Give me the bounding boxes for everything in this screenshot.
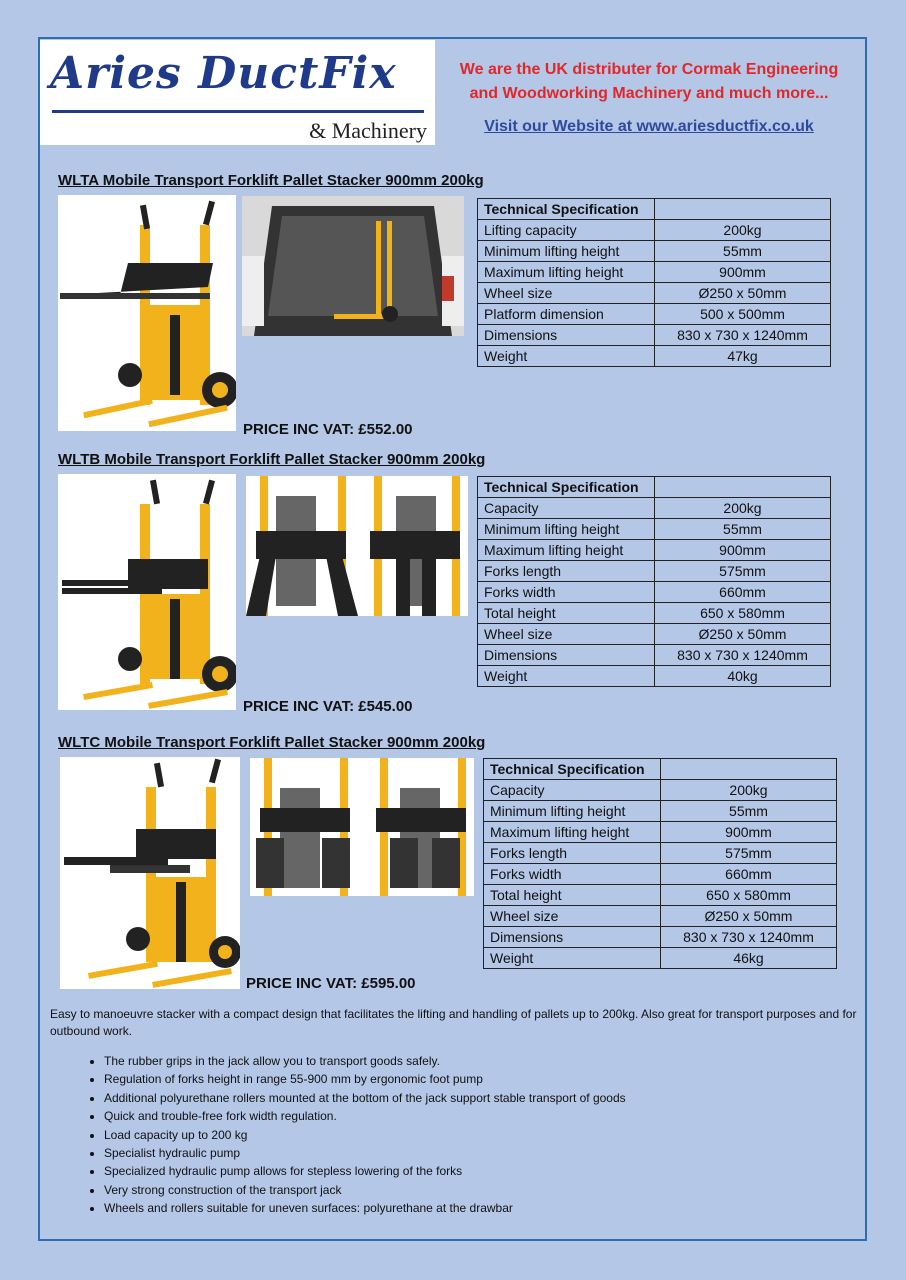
- wlta-van-photo: [242, 196, 464, 336]
- website-link[interactable]: Visit our Website at www.ariesductfix.co.uk: [484, 118, 814, 135]
- wlta-stacker-photo: [58, 195, 236, 431]
- logo-underline: [52, 110, 424, 113]
- logo-sub-text: & Machinery: [309, 118, 427, 143]
- table-row: Minimum lifting height 55mm: [478, 519, 831, 540]
- table-row: Dimensions 830 x 730 x 1240mm: [484, 927, 837, 948]
- table-row: Forks width 660mm: [478, 582, 831, 603]
- feature-list: [48, 1052, 626, 1218]
- wltc-spec-table: [483, 758, 837, 969]
- table-row: Platform dimension 500 x 500mm: [478, 304, 831, 325]
- table-row: Total height 650 x 580mm: [478, 603, 831, 624]
- table-row: Forks length 575mm: [478, 561, 831, 582]
- table-row: Weight 47kg: [478, 346, 831, 367]
- table-row: Wheel size Ø250 x 50mm: [478, 283, 831, 304]
- table-row: Total height 650 x 580mm: [484, 885, 837, 906]
- wlta-spec-table: [477, 198, 831, 367]
- table-row: Weight 46kg: [484, 948, 837, 969]
- table-row: Capacity 200kg: [484, 780, 837, 801]
- table-row: Minimum lifting height 55mm: [478, 241, 831, 262]
- table-row: Forks length 575mm: [484, 843, 837, 864]
- list-item: • Very strong construction of the transport jack: [104, 1181, 626, 1199]
- wltc-rollers-photo: [250, 758, 474, 896]
- spec-header: Technical Specification: [484, 759, 661, 780]
- table-row: Wheel size Ø250 x 50mm: [478, 624, 831, 645]
- table-row: Minimum lifting height 55mm: [484, 801, 837, 822]
- table-row: Maximum lifting height 900mm: [478, 262, 831, 283]
- list-item: • Additional polyurethane rollers mounted at the bottom of the jack support stable transport of goods: [104, 1089, 626, 1107]
- wltb-spec-table: [477, 476, 831, 687]
- list-item: • Wheels and rollers suitable for uneven surfaces: polyurethane at the drawbar: [104, 1199, 626, 1217]
- table-row: Maximum lifting height 900mm: [478, 540, 831, 561]
- table-row: Capacity 200kg: [478, 498, 831, 519]
- wltb-price: PRICE INC VAT: £545.00: [243, 698, 413, 715]
- tagline-line-2: and Woodworking Machinery and much more...: [469, 85, 829, 102]
- list-item: • Quick and trouble-free fork width regulation.: [104, 1107, 626, 1125]
- spec-header: Technical Specification: [478, 477, 655, 498]
- list-item: • Specialized hydraulic pump allows for stepless lowering of the forks: [104, 1162, 626, 1180]
- table-row: Forks width 660mm: [484, 864, 837, 885]
- product-description: Easy to manoeuvre stacker with a compact design that facilitates the lifting and handling of pallets up to 200kg. Also great for transport purposes and for outbound work.: [50, 1007, 857, 1038]
- product-title-wltb: WLTB Mobile Transport Forklift Pallet Stacker 900mm 200kg: [58, 451, 486, 468]
- table-row: Dimensions 830 x 730 x 1240mm: [478, 645, 831, 666]
- wlta-price: PRICE INC VAT: £552.00: [243, 421, 413, 438]
- table-row: Lifting capacity 200kg: [478, 220, 831, 241]
- wltc-price: PRICE INC VAT: £595.00: [246, 975, 416, 992]
- tagline: [440, 58, 858, 106]
- logo-main-text: Aries DuctFix: [50, 48, 397, 99]
- company-logo: [40, 40, 435, 145]
- list-item: • The rubber grips in the jack allow you to transport goods safely.: [104, 1052, 626, 1070]
- list-item: • Regulation of forks height in range 55-900 mm by ergonomic foot pump: [104, 1070, 626, 1088]
- wltb-forks-photo: [246, 476, 468, 616]
- product-title-wlta: WLTA Mobile Transport Forklift Pallet Stacker 900mm 200kg: [58, 172, 484, 189]
- product-title-wltc: WLTC Mobile Transport Forklift Pallet Stacker 900mm 200kg: [58, 734, 486, 751]
- wltb-stacker-photo: [58, 474, 236, 710]
- list-item: • Load capacity up to 200 kg: [104, 1126, 626, 1144]
- table-row: Maximum lifting height 900mm: [484, 822, 837, 843]
- wltc-stacker-photo: [60, 757, 240, 989]
- table-row: Wheel size Ø250 x 50mm: [484, 906, 837, 927]
- table-row: Dimensions 830 x 730 x 1240mm: [478, 325, 831, 346]
- table-row: Weight 40kg: [478, 666, 831, 687]
- list-item: • Specialist hydraulic pump: [104, 1144, 626, 1162]
- tagline-line-1: We are the UK distributer for Cormak Engineering: [459, 61, 839, 78]
- spec-header: Technical Specification: [478, 199, 655, 220]
